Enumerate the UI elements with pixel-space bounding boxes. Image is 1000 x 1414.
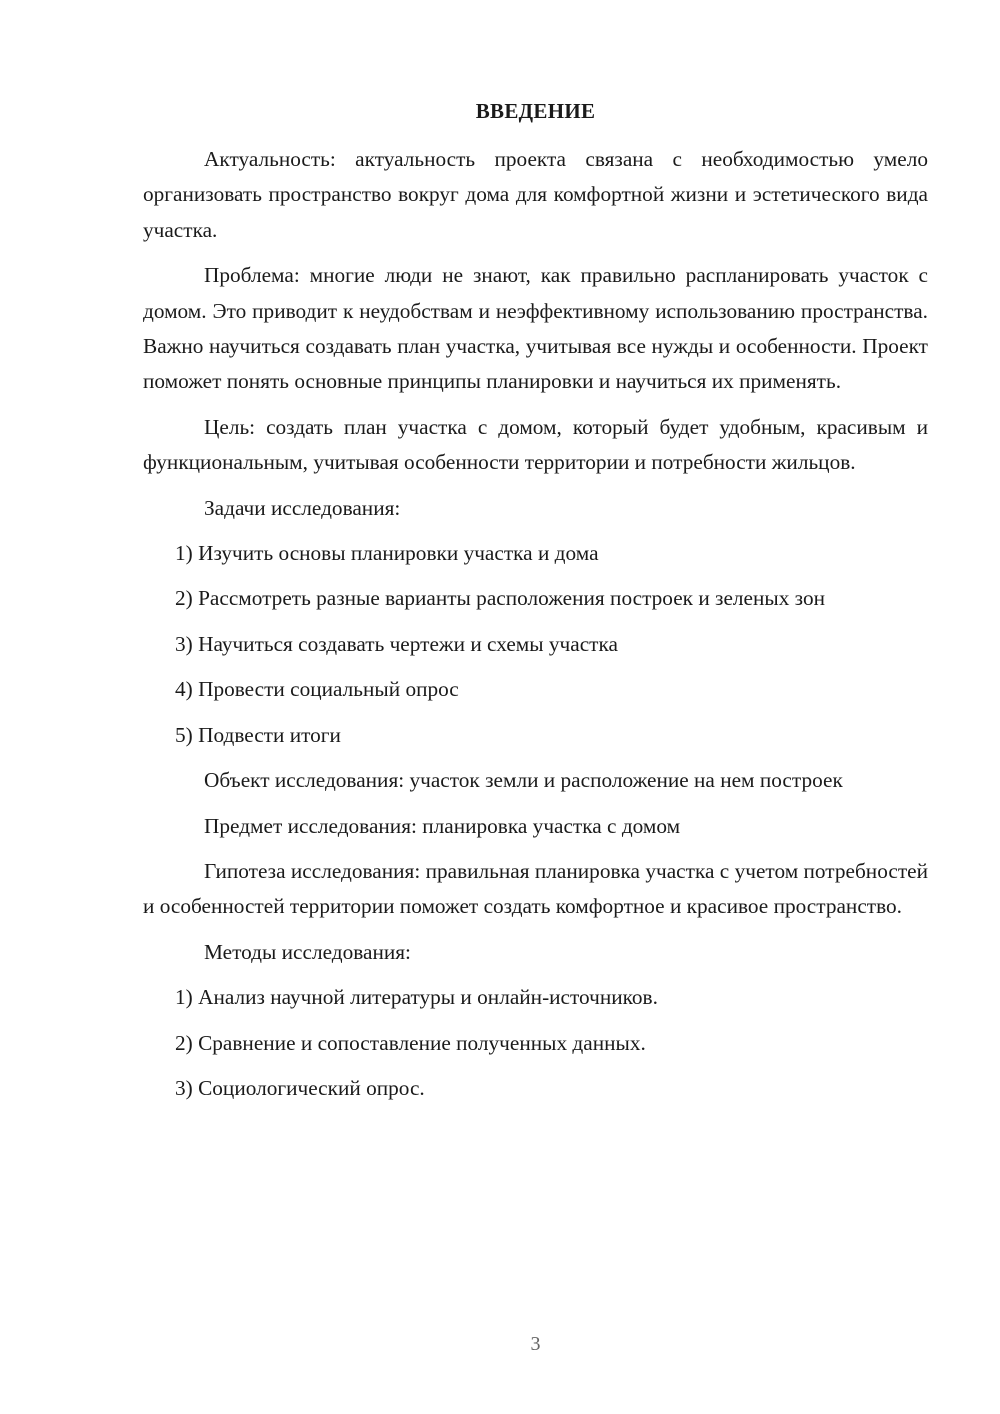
method-item: 3) Социологический опрос. [175,1075,425,1100]
document-body [143,142,928,1116]
document-page [143,0,928,1414]
relevance-paragraph: Актуальность: актуальность проекта связана с необходимостью умело организовать пространство вокруг дома для комфортной жизни и эстетического вида участка. [143,147,928,242]
methods-title: Методы исследования: [204,939,411,964]
task-item: 4) Провести социальный опрос [175,677,459,702]
object-paragraph: Объект исследования: участок земли и расположение на нем построек [204,768,843,793]
hypothesis-paragraph: Гипотеза исследования: правильная планировка участка с учетом потребностей и особенностей территории поможет создать комфортное и красивое пространство. [143,858,928,919]
method-item: 1) Анализ научной литературы и онлайн-источников. [175,985,658,1010]
page-number: 3 [530,1333,541,1355]
goal-paragraph: Цель: создать план участка с домом, который будет удобным, красивым и функциональным, учитывая особенности территории и потребности жильцов. [143,414,928,475]
subject-paragraph: Предмет исследования: планировка участка с домом [204,813,681,838]
task-item: 2) Рассмотреть разные варианты расположения построек и зеленых зон [175,586,826,611]
method-item: 2) Сравнение и сопоставление полученных данных. [175,1030,646,1055]
task-item: 5) Подвести итоги [175,722,341,747]
task-item: 3) Научиться создавать чертежи и схемы участка [175,631,618,656]
problem-paragraph: Проблема: многие люди не знают, как правильно распланировать участок с домом. Это приводит к неудобствам и неэффективному использованию пространства. Важно научиться создавать план участка, учитывая все нужды и особенности. Проект поможет понять основные принципы планировки и научиться их применять. [143,263,928,394]
task-item: 1) Изучить основы планировки участка и дома [175,541,599,566]
section-heading: ВВЕДЕНИЕ [475,99,596,123]
tasks-title: Задачи исследования: [204,495,401,520]
